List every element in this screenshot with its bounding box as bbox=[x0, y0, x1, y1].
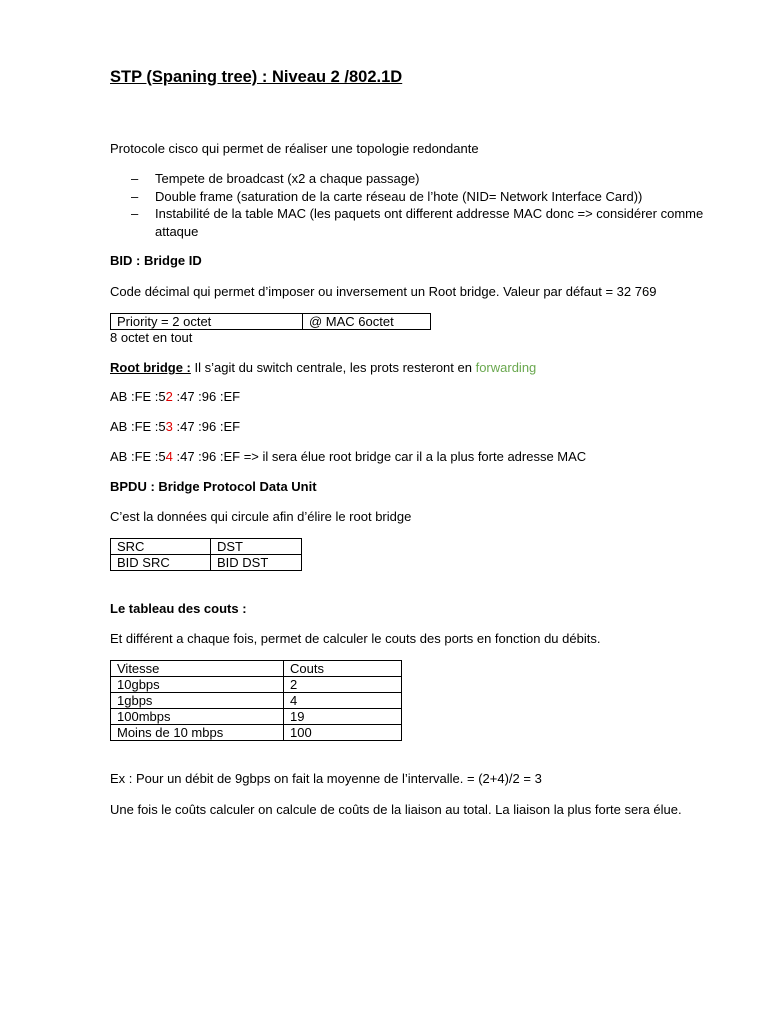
example-text: Ex : Pour un débit de 9gbps on fait la moyenne de l’intervalle. = (2+4)/2 = 3 bbox=[110, 771, 542, 786]
table-row bbox=[111, 677, 402, 693]
table-cell: BID SRC bbox=[111, 555, 211, 571]
table-cell: SRC bbox=[111, 539, 211, 555]
intro-text: Protocole cisco qui permet de réaliser une topologie redondante bbox=[110, 141, 479, 156]
bpdu-text: C’est la données qui circule afin d’élire le root bridge bbox=[110, 509, 412, 524]
bid-text: Code décimal qui permet d’imposer ou inversement un Root bridge. Valeur par défaut = 32 769 bbox=[110, 284, 657, 299]
mac-line: AB :FE :52 :47 :96 :EF bbox=[110, 389, 241, 404]
mac-digit-highlight: 2 bbox=[165, 389, 173, 404]
dash-marker: – bbox=[131, 206, 139, 221]
table-row bbox=[111, 314, 431, 330]
list-item: – Instabilité de la table MAC (les paquets ont different addresse MAC donc => considérer comme attaque bbox=[131, 206, 704, 239]
table-row bbox=[111, 539, 302, 555]
bpdu-heading: BPDU : Bridge Protocol Data Unit bbox=[110, 479, 317, 494]
bid-table bbox=[110, 313, 431, 330]
table-row bbox=[111, 661, 402, 677]
forwarding-highlight: forwarding bbox=[475, 360, 537, 375]
bid-heading: BID : Bridge ID bbox=[110, 253, 202, 268]
mac-digit-highlight: 4 bbox=[165, 449, 173, 464]
table-cell: 100 bbox=[284, 725, 402, 741]
bpdu-table bbox=[110, 538, 302, 571]
mac-digit-highlight: 3 bbox=[165, 419, 173, 434]
table-cell: 2 bbox=[284, 677, 402, 693]
root-bridge-line bbox=[110, 360, 536, 375]
table-cell: 4 bbox=[284, 693, 402, 709]
table-cell: 1gbps bbox=[111, 693, 284, 709]
list-item: – Double frame (saturation de la carte réseau de l’hote (NID= Network Interface Card)) bbox=[131, 188, 643, 204]
conclusion-text: Une fois le coûts calculer on calcule de coûts de la liaison au total. La liaison la plus forte sera élue. bbox=[110, 802, 682, 817]
table-row bbox=[111, 725, 402, 741]
cost-table bbox=[110, 660, 402, 741]
table-header-cell: Vitesse bbox=[111, 661, 284, 677]
table-row bbox=[111, 555, 302, 571]
cost-heading: Le tableau des couts : bbox=[110, 601, 247, 616]
root-bridge-text: Il s’agit du switch centrale, les prots resteront en bbox=[190, 360, 476, 375]
mac-line: AB :FE :53 :47 :96 :EF bbox=[110, 419, 241, 434]
table-cell: 19 bbox=[284, 709, 402, 725]
table-cell: 100mbps bbox=[111, 709, 284, 725]
mac-line: AB :FE :54 :47 :96 :EF => il sera élue root bridge car il a la plus forte adresse MAC bbox=[110, 449, 587, 464]
table-cell: 10gbps bbox=[111, 677, 284, 693]
cost-text: Et différent a chaque fois, permet de calculer le couts des ports en fonction du débits. bbox=[110, 631, 601, 646]
page-title: STP (Spaning tree) : Niveau 2 /802.1D bbox=[110, 68, 403, 86]
table-header-cell: Couts bbox=[284, 661, 402, 677]
list-item: – Tempete de broadcast (x2 a chaque passage) bbox=[131, 171, 420, 186]
dash-marker: – bbox=[131, 188, 139, 204]
dash-marker: – bbox=[131, 171, 139, 186]
table-cell: Priority = 2 octet bbox=[111, 314, 303, 330]
bid-total: 8 octet en tout bbox=[110, 330, 193, 345]
table-row bbox=[111, 709, 402, 725]
bullet-list bbox=[110, 170, 710, 240]
table-cell: DST bbox=[211, 539, 302, 555]
table-cell: @ MAC 6octet bbox=[303, 314, 431, 330]
table-row bbox=[111, 693, 402, 709]
table-cell: Moins de 10 mbps bbox=[111, 725, 284, 741]
table-cell: BID DST bbox=[211, 555, 302, 571]
root-bridge-label: Root bridge : bbox=[110, 360, 191, 375]
